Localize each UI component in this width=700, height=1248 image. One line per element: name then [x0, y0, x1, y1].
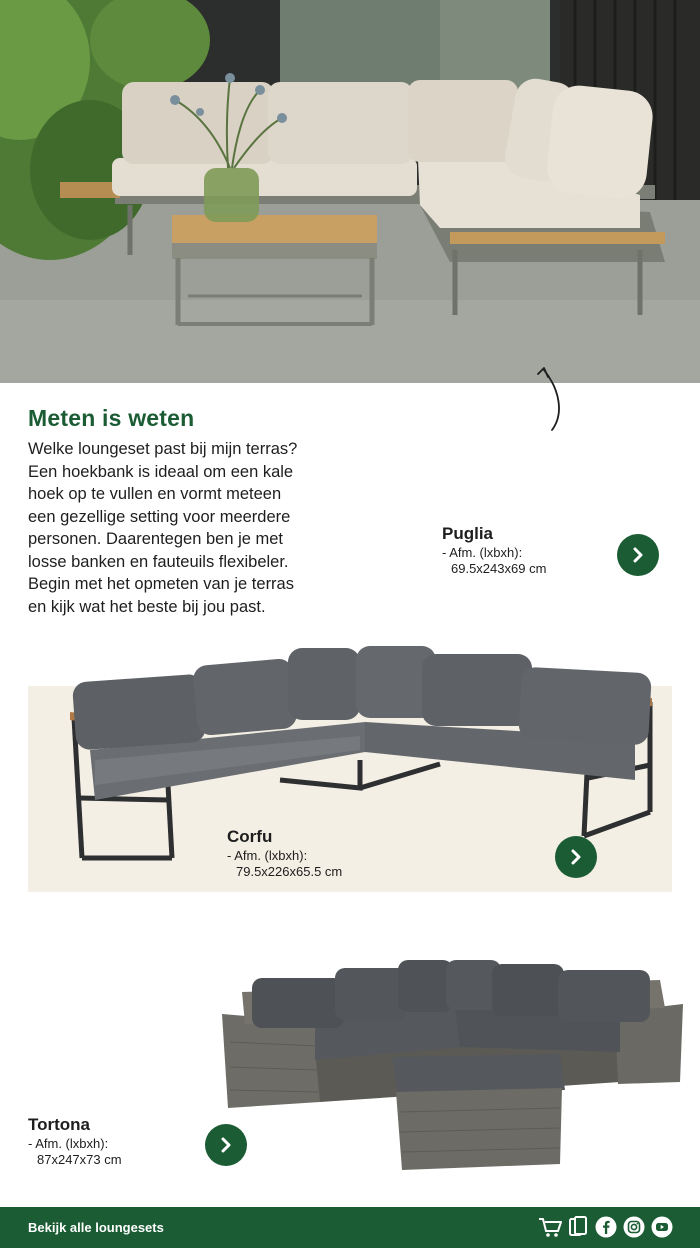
chevron-right-icon — [629, 546, 647, 564]
section-title: Meten is weten — [28, 405, 195, 431]
intro-line: personen. Daarentegen ben je met — [28, 530, 284, 548]
instagram-icon[interactable] — [622, 1215, 646, 1239]
curly-arrow-icon — [530, 360, 570, 432]
catalog-icon[interactable] — [566, 1215, 590, 1239]
product-spec-value: 87x247x73 cm — [37, 1152, 122, 1167]
intro-line: Welke loungeset past bij mijn terras? — [28, 440, 298, 458]
product-name: Corfu — [227, 827, 273, 846]
product-name: Puglia — [442, 524, 494, 543]
youtube-icon[interactable] — [650, 1215, 674, 1239]
corfu-next-button[interactable] — [555, 836, 597, 878]
product-spec-label: - Afm. (lxbxh): — [227, 848, 308, 863]
product-spec-value: 79.5x226x65.5 cm — [236, 864, 343, 879]
intro-line: en kijk wat het beste bij jou past. — [28, 597, 266, 616]
chevron-right-icon — [567, 848, 585, 866]
product-spec-value: 69.5x243x69 cm — [451, 561, 547, 576]
tortona-sofa-image — [220, 952, 685, 1182]
puglia-next-button[interactable] — [617, 534, 659, 576]
intro-line: Begin met het opmeten van je terras — [28, 575, 294, 593]
intro-line: hoek op te vullen en vormt meteen — [28, 485, 282, 503]
product-name: Tortona — [28, 1115, 91, 1134]
product-puglia — [442, 523, 546, 577]
hero-photo — [0, 0, 700, 383]
tortona-next-button[interactable] — [205, 1124, 247, 1166]
product-tortona — [28, 1114, 122, 1168]
intro-line: een gezellige setting voor meerdere — [28, 507, 291, 526]
chevron-right-icon — [217, 1136, 235, 1154]
product-spec-label: - Afm. (lxbxh): — [442, 545, 523, 560]
product-corfu — [227, 826, 342, 880]
footer-bar — [0, 1207, 700, 1248]
footer-icons — [538, 1215, 674, 1239]
intro-section — [28, 405, 358, 618]
intro-line: losse banken en fauteuils flexibeler. — [28, 552, 289, 571]
intro-line: Een hoekbank is ideaal om een kale — [28, 462, 294, 481]
facebook-icon[interactable] — [594, 1215, 618, 1239]
all-loungesets-link[interactable]: Bekijk alle loungesets — [28, 1220, 164, 1235]
cart-icon[interactable] — [538, 1215, 562, 1239]
intro-paragraph — [28, 438, 358, 618]
product-spec-label: - Afm. (lxbxh): — [28, 1136, 109, 1151]
